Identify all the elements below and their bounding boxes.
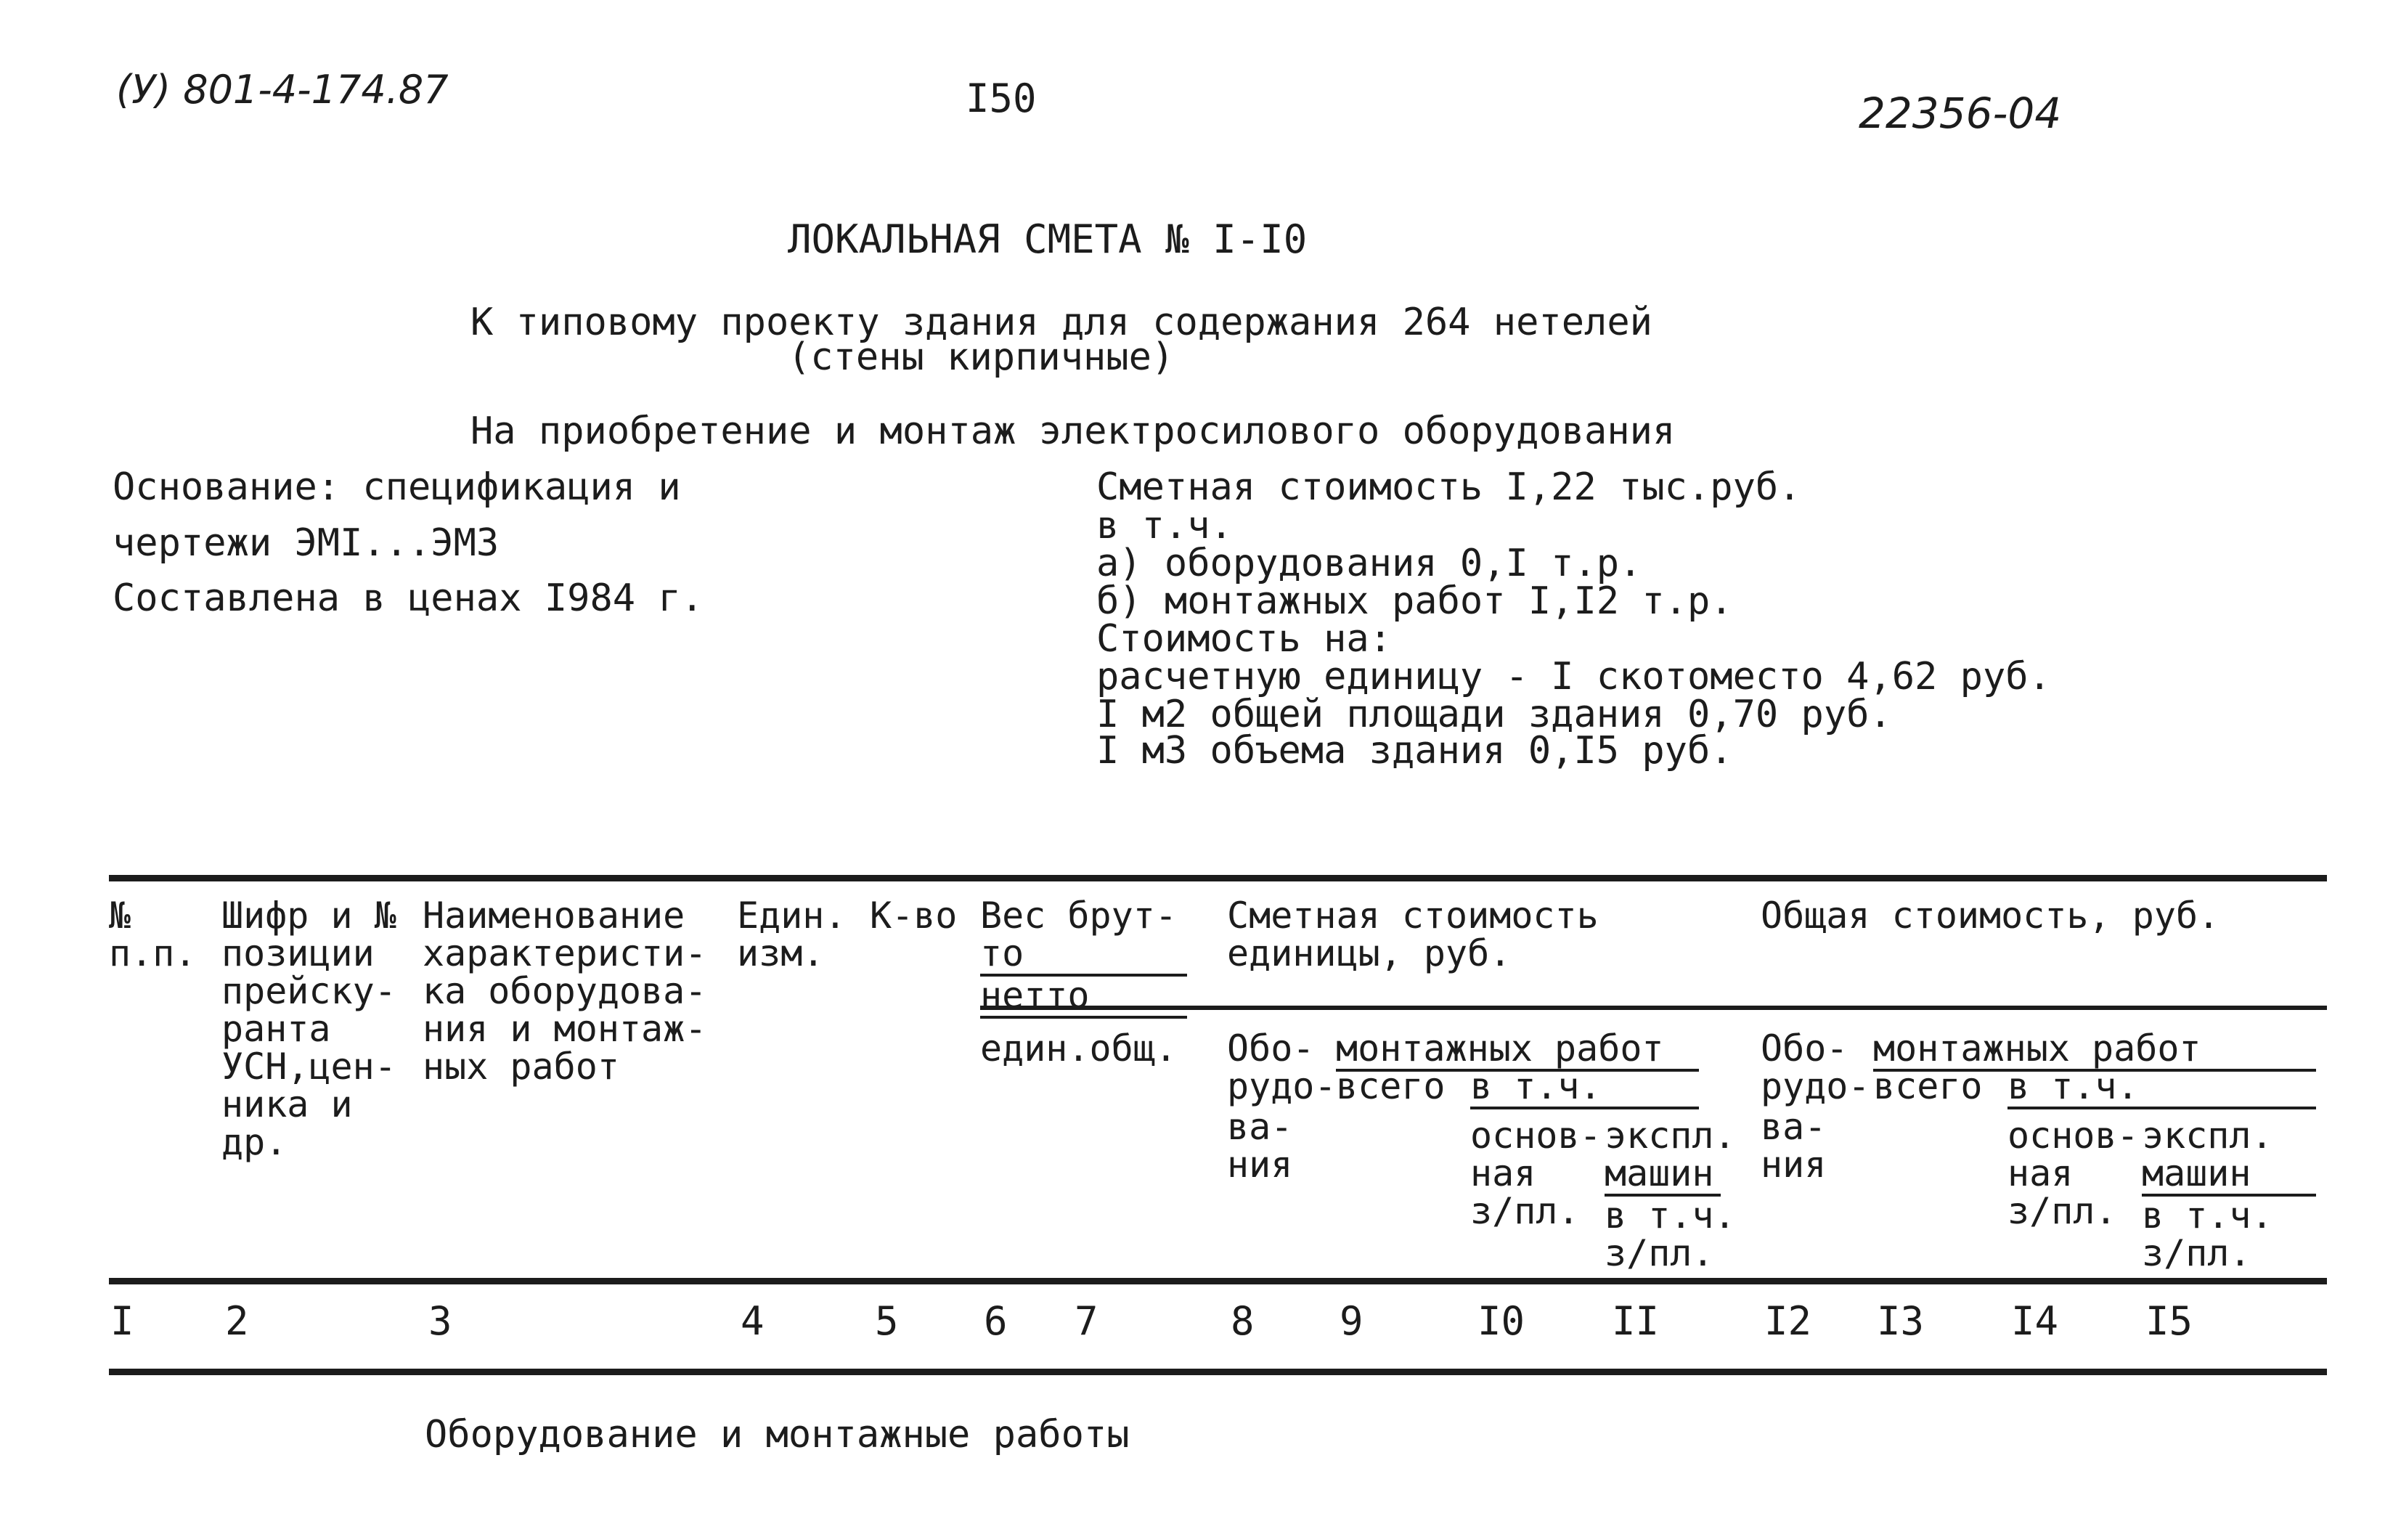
column-numbers-bottom-rule [109,1369,2327,1375]
total-cost-equipment-header: Обо- рудо- ва- ния [1761,1027,1870,1186]
unit-cost-mounting-header: монтажных работ [1336,1030,1699,1072]
column-number: 8 [1231,1298,1255,1344]
column-number: I5 [2145,1298,2193,1344]
unit-cost-machines-header: экспл. машин в т.ч. з/пл. [1605,1115,1736,1274]
column-number: I2 [1764,1298,1812,1344]
col-code-header: Шифр и № позиции прейску- ранта УСН,цен- ника и др. [221,895,396,1163]
col-number-header: № п.п. [109,895,197,974]
column-number: 2 [225,1298,249,1344]
cost-line-7: I м2 общей площади здания 0,70 руб. [1096,693,1892,736]
unit-cost-group-header: Сметная стоимость единицы, руб. [1227,895,1599,974]
column-number: 9 [1340,1298,1363,1344]
cost-line-1: Сметная стоимость I,22 тыс.руб. [1096,465,1801,509]
unit-cost-equipment-header: Обо- рудо- ва- ния [1227,1027,1337,1186]
column-number: I4 [2011,1298,2059,1344]
document-title: ЛОКАЛЬНАЯ СМЕТА № I-I0 [788,216,1308,262]
column-number: 3 [428,1298,452,1344]
table-top-rule [109,875,2327,881]
page-number: I50 [966,76,1037,121]
unit-cost-total-header: всего [1336,1065,1446,1107]
column-number: 7 [1075,1298,1098,1344]
cost-line-6: расчетную единицу - I скотоместо 4,62 руб. [1096,655,2051,698]
col-name-header: Наименование характеристи- ка оборудова- ния и монтаж- ных работ [423,895,707,1088]
col-quantity-header: К-во [870,895,958,937]
total-cost-incl-header: в т.ч. [2007,1067,2316,1109]
section-title: Оборудование и монтажные работы [425,1413,1130,1457]
column-number: I3 [1877,1298,1925,1344]
column-number: 5 [875,1298,899,1344]
cost-line-2: в т.ч. [1096,504,1233,547]
total-cost-machines-header: экспл. машин в т.ч. з/пл. [2142,1117,2316,1272]
archive-number-stamp: 22356-04 [1859,89,2062,138]
table-header-bottom-rule [109,1278,2327,1284]
total-cost-total-header: всего [1873,1065,1983,1107]
col-unit-header: Един. изм. [737,895,847,974]
basis-line-1: Основание: спецификация и [113,465,681,509]
column-number: I [110,1298,134,1344]
col-weight-header: Вес брут- то нетто [980,897,1187,1019]
basis-line-2: чертежи ЭМI...ЭМЗ [113,521,500,565]
cost-line-8: I м3 объема здания 0,I5 руб. [1096,729,1733,773]
column-number: 4 [741,1298,765,1344]
unit-cost-incl-header: в т.ч. [1470,1067,1699,1109]
col-weight-subheader: един.общ. [980,1027,1177,1070]
unit-cost-base-wage-header: основ- ная з/пл. [1470,1115,1602,1232]
estimate-purpose: На приобретение и монтаж электросилового оборудования [470,410,1676,453]
cost-line-4: б) монтажных работ I,I2 т.р. [1096,579,1733,623]
basis-line-3: Составлена в ценах I984 г. [113,577,704,620]
cost-line-3: а) оборудования 0,I т.р. [1096,542,1642,585]
column-number: 6 [984,1298,1008,1344]
document-code-stamp: (У) 801-4-174.87 [116,67,449,113]
column-number: II [1612,1298,1660,1344]
cost-line-5: Стоимость на: [1096,617,1392,661]
project-subtitle: К типовому проекту здания для содержания 264 нетелей [470,301,1652,344]
project-subtitle-walls: (стены кирпичные) [788,335,1175,379]
total-cost-mounting-header: монтажных работ [1873,1030,2316,1072]
total-cost-base-wage-header: основ- ная з/пл. [2007,1115,2139,1232]
column-number: I0 [1477,1298,1525,1344]
total-cost-group-header: Общая стоимость, руб. [1761,895,2220,937]
